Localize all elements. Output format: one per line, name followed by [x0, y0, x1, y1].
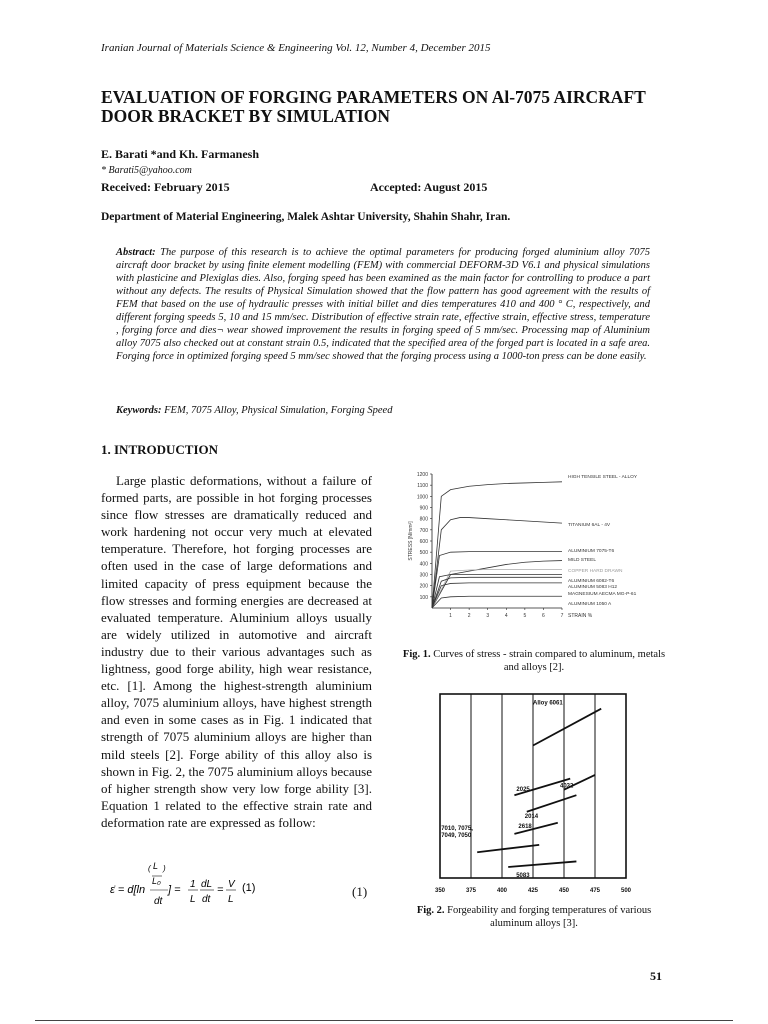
accepted-date: Accepted: August 2015: [370, 180, 488, 194]
fig1-series-label: HIGH TENSILE STEEL - ALLOY: [568, 475, 638, 480]
fig2-x-tick-label: 400: [496, 888, 508, 894]
eq-dt-1: dt: [154, 896, 163, 907]
fig1-x-tick-label: 4: [504, 613, 508, 619]
svg-text:): ): [163, 864, 166, 873]
eq-frac-bottom: L₀: [152, 876, 161, 886]
svg-text:=: =: [217, 884, 224, 896]
fig1-y-tick-label: 1000: [416, 494, 428, 501]
fig1-series-line: [432, 552, 562, 608]
eq-frac-top: L: [153, 862, 159, 871]
fig1-y-tick-label: 1200: [416, 472, 428, 478]
fig1-y-label: STRESS [N/mm²]: [408, 521, 414, 561]
fig2-series-line: [527, 795, 577, 812]
fig2-x-tick-label: 375: [465, 888, 477, 894]
fig1-series-label: TITANIUM 6AL - 4V: [568, 523, 611, 528]
keywords-label: Keywords:: [116, 405, 162, 416]
fig1-y-tick-label: 100: [419, 594, 428, 601]
fig1-series-line: [432, 577, 562, 608]
received-date: Received: February 2015: [101, 180, 230, 194]
authors: E. Barati *and Kh. Farmanesh: [101, 147, 260, 161]
fig2-caption-label: Fig. 2.: [416, 905, 445, 916]
keywords-text: FEM, 7075 Alloy, Physical Simulation, Forging Speed: [164, 405, 393, 416]
abstract-text: The purpose of this research is to achieve the optimal parameters for producing forged aluminium alloy 7075 aircraft door bracket by using finite element modelling (FEM) with commercial DEFORM-3D V6.1 and physical simulations with plasticine and Plexiglas dies. Also, forging speed has been examined as the main factor for controlling to produce a part without any defects. The results of Physical Simulation showed that the flow pattern has good agreement with the results of FEM that based on the use of hydraulic presses with initial billet and dies temperatures 410 and 400 ° C, respectively, and different forging speeds 5, 10 and 15 mm/sec. Distribution of effective strain rate, effective strain, effective stress, temperature , forging force and dies¬ wear showed improvement the results in forging speed of 5 mm/sec. Processing map of Aluminium alloy 7075 also checked out at constant strain 0.5, indicated that the specified area of the forged part is located in a safe area. Forging force in optimized forging speed 5 mm/sec showed that the forging process using a 1000-ton press can be done easily.: [116, 247, 650, 362]
fig1-y-tick-label: 500: [419, 550, 428, 557]
fig1-series-label: ALUMINIUM 7075-T6: [568, 549, 615, 554]
equation-number: (1): [352, 884, 368, 899]
figure-2-caption: [400, 904, 668, 930]
eq-after-ln: ] =: [168, 884, 181, 896]
fig2-series-line: [477, 845, 539, 852]
fig2-series-line: [533, 709, 601, 746]
fig2-x-tick-label: 350: [434, 888, 446, 894]
eq-lhs: ε̇ = d[ln: [110, 884, 146, 896]
fig1-series-label: MAGNESIUM AECMA MG-P-61: [568, 592, 637, 597]
paper-title: [101, 88, 671, 126]
fig1-y-tick-label: 300: [419, 572, 428, 579]
fig1-x-tick-label: 5: [523, 613, 527, 619]
keywords: [116, 405, 392, 416]
fig2-series-label: 2025: [516, 787, 530, 794]
fig1-x-label: STRAIN %: [568, 613, 593, 619]
fig2-series-label: 2618: [518, 823, 532, 830]
fig1-series-line: [432, 518, 562, 608]
author-email: * Barati5@yahoo.com: [101, 165, 192, 176]
fig2-x-tick-label: 450: [558, 888, 570, 894]
eq-dt-2: dt: [202, 894, 211, 905]
fig1-series-label: ALUMINIUM 5083 H12: [568, 585, 618, 590]
fig1-series-line: [432, 569, 562, 608]
fig2-x-tick-label: 500: [620, 888, 632, 894]
fig1-series-line: [432, 561, 562, 608]
fig2-series-label: 7010, 7075, 7049, 7050: [441, 826, 473, 840]
fig2-caption-text: Forgeability and forging temperatures of various aluminum alloys [3].: [447, 905, 652, 929]
fig1-series-label: MILD STEEL: [568, 558, 596, 563]
fig1-series-line: [432, 596, 562, 608]
svg-text:(: (: [148, 864, 151, 873]
fig1-series-label: ALUMINIUM 1050 A: [568, 602, 612, 607]
fig1-caption-label: Fig. 1.: [402, 649, 431, 660]
fig1-x-tick-label: 2: [467, 613, 471, 619]
fig2-series-label: Alloy 6061: [533, 700, 563, 707]
eq-V: V: [228, 879, 235, 890]
figure-2-chart: [420, 690, 635, 900]
fig2-series-label: 2014: [524, 813, 539, 820]
fig1-y-tick-label: 600: [419, 539, 428, 545]
eq-dL: dL: [201, 879, 213, 890]
footer-rule: [35, 1020, 733, 1021]
eq-label: (1): [242, 882, 256, 894]
fig1-x-tick-label: 6: [542, 613, 545, 619]
fig2-series-label: 5083: [516, 872, 530, 879]
abstract-label: Abstract:: [116, 247, 156, 258]
intro-paragraph: [101, 472, 372, 831]
title-line-2: DOOR BRACKET BY SIMULATION: [101, 106, 390, 126]
abstract: [116, 246, 650, 363]
fig1-series-label: COPPER HARD DRAWN: [568, 569, 623, 574]
fig1-series-line: [432, 575, 562, 609]
affiliation: Department of Material Engineering, Malek Ashtar University, Shahin Shahr, Iran.: [101, 211, 511, 223]
fig1-y-tick-label: 200: [419, 583, 428, 590]
eq-L-2: L: [228, 894, 234, 905]
fig1-y-tick-label: 700: [419, 527, 428, 534]
equation-1: [110, 862, 380, 912]
fig2-series-label: 4032: [560, 783, 574, 790]
title-line-1: EVALUATION OF FORGING PARAMETERS ON Al-7075 AIRCRAFT: [101, 87, 646, 107]
fig1-series-label: ALUMINIUM 6082-T6: [568, 579, 615, 584]
eq-one: 1: [190, 879, 196, 890]
intro-text: Large plastic deformations, without a failure of formed parts, are possible in hot forging processes since flow stresses are dramatically reduced and work hardening not occur very much at elevated temperature. Therefore, hot forging processes are often used in the case of large deformations and limited capacity of press equipment because the flow stresses and forming energies are decreased at evaluated temperature. Aluminium alloys usually are widely utilized in automotive and aircraft industry due to their various advantages such as lightness, good forge ability, high wear resistance, etc. [1]. Among the highest-strength aluminium alloy, 7075 aluminium alloys, have highest strength and even in some cases as in Fig. 1 indicated that strength of 7075 aluminium alloys are higher than mild steels [2]. Forge ability of this alloy also is shown in Fig. 2, the 7075 aluminium alloys because of higher strength show very low forge ability [3]. Equation 1 related to the effective strain rate and deformation rate are expressed as follow:: [101, 473, 372, 830]
fig1-x-tick-label: 1: [449, 613, 452, 619]
fig1-y-tick-label: 1100: [417, 483, 428, 490]
eq-L-1: L: [190, 894, 196, 905]
fig1-x-tick-label: 3: [486, 613, 490, 619]
fig2-series-line: [508, 861, 576, 867]
fig1-series-line: [432, 482, 562, 608]
fig2-x-tick-label: 475: [589, 888, 601, 894]
figure-1-caption: [400, 648, 668, 674]
fig2-x-tick-label: 425: [527, 888, 539, 894]
fig1-x-tick-label: 7: [560, 613, 564, 619]
section-heading: 1. INTRODUCTION: [101, 442, 219, 457]
page-number: 51: [650, 969, 662, 983]
fig1-series-line: [432, 583, 562, 608]
figure-1-chart: [400, 466, 668, 628]
fig1-y-tick-label: 400: [419, 561, 428, 568]
fig1-y-tick-label: 900: [419, 505, 428, 512]
fig1-y-tick-label: 800: [419, 516, 428, 523]
fig1-caption-text: Curves of stress - strain compared to aluminum, metals and alloys [2].: [433, 649, 666, 673]
journal-header: Iranian Journal of Materials Science & Engineering Vol. 12, Number 4, December 2015: [101, 42, 491, 54]
